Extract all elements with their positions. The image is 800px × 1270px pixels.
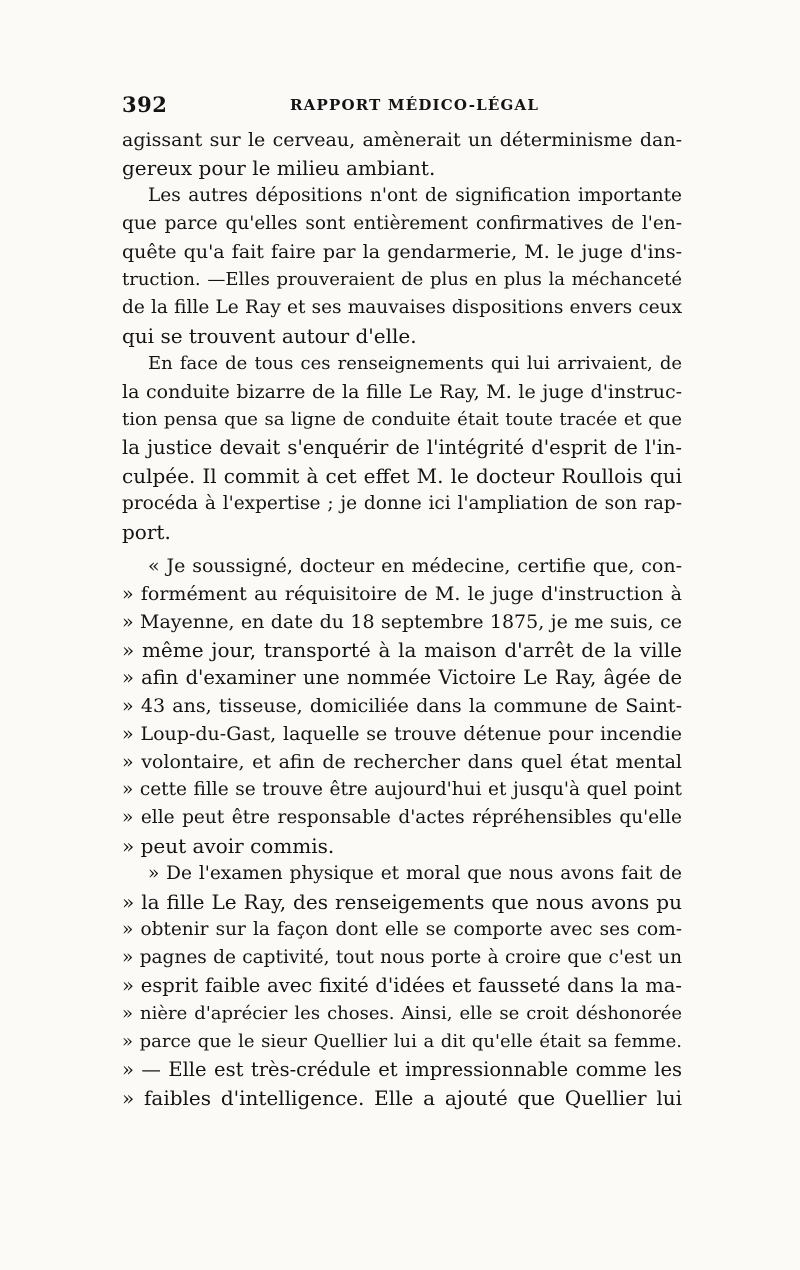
text-line: » pagnes de captivité, tout nous porte à croire que c'est un (122, 947, 682, 968)
text-line: culpée. Il commit à cet effet M. le docteur Roullois qui (122, 464, 682, 488)
text-line: Les autres dépositions n'ont de signification importante (148, 185, 682, 206)
text-line: » même jour, transporté à la maison d'arrêt de la ville (122, 638, 682, 662)
text-line: » De l'examen physique et moral que nous avons fait de (148, 863, 682, 884)
text-line: » 43 ans, tisseuse, domiciliée dans la commune de Saint- (122, 695, 682, 717)
text-line: quête qu'a fait faire par la gendarmerie, M. le juge d'ins- (122, 241, 682, 263)
text-line: » faibles d'intelligence. Elle a ajouté que Quellier lui (122, 1086, 682, 1110)
text-line: » nière d'aprécier les choses. Ainsi, elle se croit déshonorée (122, 1003, 682, 1024)
text-line: » cette fille se trouve être aujourd'hui et jusqu'à quel point (122, 779, 682, 800)
page-header (122, 92, 682, 122)
text-line: » obtenir sur la façon dont elle se comporte avec ses com- (122, 919, 682, 940)
text-line: » afin d'examiner une nommée Victoire Le Ray, âgée de (122, 666, 682, 689)
text-line: port. (122, 520, 171, 544)
text-line: » elle peut être responsable d'actes répréhensibles qu'elle (122, 807, 682, 828)
text-line: » peut avoir commis. (122, 834, 335, 858)
text-line: » volontaire, et afin de rechercher dans quel état mental (122, 751, 682, 773)
text-line: la justice devait s'enquérir de l'intégrité d'esprit de l'in- (122, 436, 682, 459)
text-line: En face de tous ces renseignements qui lui arrivaient, de (148, 353, 682, 374)
text-line: » la fille Le Ray, des renseigements que nous avons pu (122, 890, 682, 914)
text-line: agissant sur le cerveau, amènerait un déterminisme dan- (122, 129, 682, 151)
page-number: 392 (122, 92, 168, 117)
text-line: » Loup-du-Gast, laquelle se trouve détenue pour incendie (122, 723, 682, 745)
text-line: qui se trouvent autour d'elle. (122, 324, 417, 348)
text-line: gereux pour le milieu ambiant. (122, 156, 436, 180)
text-line: » Mayenne, en date du 18 septembre 1875, je me suis, ce (122, 611, 682, 633)
text-line: la conduite bizarre de la fille Le Ray, M. le juge d'instruc- (122, 381, 682, 403)
text-line: » parce que le sieur Quellier lui a dit qu'elle était sa femme. (122, 1031, 682, 1052)
text-line: truction. —Elles prouveraient de plus en plus la méchanceté (122, 269, 682, 290)
text-line: procéda à l'expertise ; je donne ici l'ampliation de son rap- (122, 493, 682, 514)
text-line: » — Elle est très-crédule et impressionnable comme les (122, 1058, 682, 1081)
text-line: » esprit faible avec fixité d'idées et fausseté dans la ma- (122, 974, 682, 997)
running-title: RAPPORT MÉDICO-LÉGAL (290, 96, 540, 114)
text-line: » formément au réquisitoire de M. le juge d'instruction à (122, 583, 682, 605)
text-line: « Je soussigné, docteur en médecine, certifie que, con- (148, 555, 682, 577)
text-line: que parce qu'elles sont entièrement confirmatives de l'en- (122, 213, 682, 234)
text-line: de la fille Le Ray et ses mauvaises dispositions envers ceux (122, 297, 682, 318)
text-line: tion pensa que sa ligne de conduite était toute tracée et que (122, 409, 682, 430)
